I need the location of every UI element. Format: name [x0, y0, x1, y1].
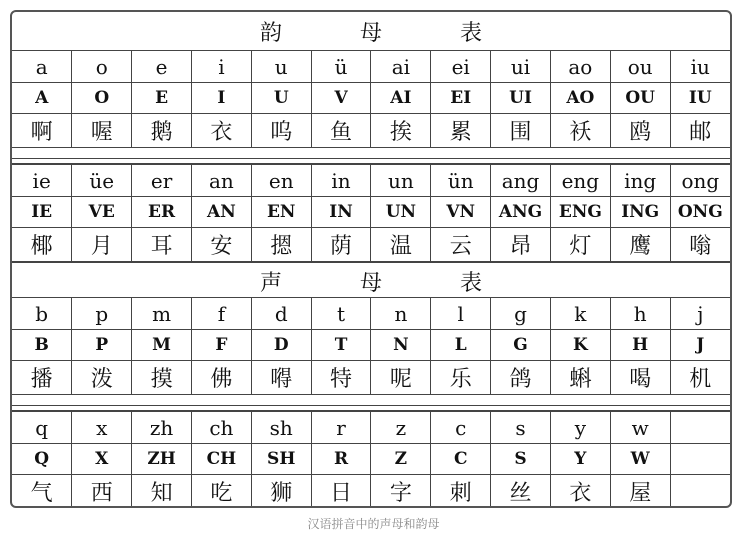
pinyin-lower-cell: eng — [550, 165, 610, 197]
pinyin-upper-cell: ENG — [550, 197, 610, 228]
pinyin-upper-cell: R — [311, 444, 371, 475]
pinyin-lower-cell: n — [371, 298, 431, 330]
example-char-cell: 西 — [72, 475, 132, 509]
example-char-cell: 日 — [311, 475, 371, 509]
pinyin-upper-cell: EN — [251, 197, 311, 228]
pinyin-lower-cell: y — [550, 412, 610, 444]
pinyin-lower-cell: h — [610, 298, 670, 330]
shengmu-row-upper — [12, 444, 730, 475]
shengmu-row-chars — [12, 475, 730, 509]
pinyin-lower-cell: r — [311, 412, 371, 444]
pinyin-lower-cell: ou — [610, 51, 670, 83]
pinyin-upper-cell: B — [12, 330, 72, 361]
pinyin-lower-cell: ong — [670, 165, 730, 197]
pinyin-upper-cell: L — [431, 330, 491, 361]
pinyin-lower-cell: o — [72, 51, 132, 83]
pinyin-lower-cell: ie — [12, 165, 72, 197]
example-char-cell: 衣 — [550, 475, 610, 509]
shengmu-title-char: 表 — [459, 270, 482, 296]
example-char-cell: 呜 — [251, 114, 311, 148]
example-char-cell: 知 — [132, 475, 192, 509]
example-char-cell: 摸 — [132, 361, 192, 395]
example-char-cell: 嘚 — [251, 361, 311, 395]
pinyin-upper-cell: X — [72, 444, 132, 475]
example-char-cell: 狮 — [251, 475, 311, 509]
example-char-cell: 月 — [72, 228, 132, 262]
pinyin-upper-cell: O — [72, 83, 132, 114]
example-char-cell: 字 — [371, 475, 431, 509]
pinyin-lower-cell: k — [550, 298, 610, 330]
example-char-cell: 屋 — [610, 475, 670, 509]
example-char-cell: 袄 — [550, 114, 610, 148]
yunmu-title-char: 表 — [459, 20, 482, 46]
pinyin-upper-cell: Y — [550, 444, 610, 475]
pinyin-upper-cell: SH — [251, 444, 311, 475]
pinyin-upper-cell: IN — [311, 197, 371, 228]
pinyin-upper-cell: G — [491, 330, 551, 361]
pinyin-lower-cell: ün — [431, 165, 491, 197]
pinyin-lower-cell: an — [191, 165, 251, 197]
example-char-cell: 佛 — [191, 361, 251, 395]
pinyin-upper-cell: J — [670, 330, 730, 361]
example-char-cell: 温 — [371, 228, 431, 262]
pinyin-lower-cell: f — [191, 298, 251, 330]
pinyin-lower-cell: en — [251, 165, 311, 197]
pinyin-lower-cell: b — [12, 298, 72, 330]
example-char-cell: 气 — [12, 475, 72, 509]
example-char-cell: 鹅 — [132, 114, 192, 148]
yunmu-title-char: 母 — [359, 20, 382, 46]
pinyin-upper-cell: ING — [610, 197, 670, 228]
example-char-cell: 呢 — [371, 361, 431, 395]
pinyin-lower-cell: d — [251, 298, 311, 330]
yunmu-row-chars — [12, 114, 730, 148]
shengmu-table-1 — [12, 297, 730, 395]
example-char-cell: 嗡 — [670, 228, 730, 262]
example-char-cell: 泼 — [72, 361, 132, 395]
image-caption: 汉语拼音中的声母和韵母 — [307, 517, 440, 531]
pinyin-lower-cell: iu — [670, 51, 730, 83]
pinyin-upper-cell: IE — [12, 197, 72, 228]
pinyin-lower-cell: i — [191, 51, 251, 83]
pinyin-lower-cell: c — [431, 412, 491, 444]
yunmu-row-upper — [12, 83, 730, 114]
pinyin-lower-cell: z — [371, 412, 431, 444]
pinyin-upper-cell: VE — [72, 197, 132, 228]
pinyin-upper-cell: IU — [670, 83, 730, 114]
pinyin-upper-cell: W — [610, 444, 670, 475]
pinyin-upper-cell: UN — [371, 197, 431, 228]
pinyin-lower-cell: m — [132, 298, 192, 330]
pinyin-lower-cell: j — [670, 298, 730, 330]
pinyin-upper-cell: VN — [431, 197, 491, 228]
example-char-cell: 鸽 — [491, 361, 551, 395]
pinyin-chart — [10, 10, 732, 508]
pinyin-lower-cell — [670, 412, 730, 444]
example-char-cell: 安 — [191, 228, 251, 262]
pinyin-lower-cell: un — [371, 165, 431, 197]
pinyin-upper-cell: P — [72, 330, 132, 361]
pinyin-lower-cell: t — [311, 298, 371, 330]
pinyin-upper-cell: ANG — [491, 197, 551, 228]
pinyin-lower-cell: ei — [431, 51, 491, 83]
example-char-cell: 喔 — [72, 114, 132, 148]
pinyin-lower-cell: ao — [550, 51, 610, 83]
pinyin-upper-cell: N — [371, 330, 431, 361]
example-char-cell: 特 — [311, 361, 371, 395]
pinyin-lower-cell: s — [491, 412, 551, 444]
example-char-cell: 鹰 — [610, 228, 670, 262]
pinyin-lower-cell: ang — [491, 165, 551, 197]
example-char-cell: 乐 — [431, 361, 491, 395]
example-char-cell: 鱼 — [311, 114, 371, 148]
pinyin-upper-cell: UI — [491, 83, 551, 114]
pinyin-lower-cell: g — [491, 298, 551, 330]
pinyin-upper-cell: AI — [371, 83, 431, 114]
example-char-cell: 播 — [12, 361, 72, 395]
example-char-cell: 耳 — [132, 228, 192, 262]
pinyin-lower-cell: ing — [610, 165, 670, 197]
shengmu-title-char: 母 — [359, 270, 382, 296]
example-char-cell: 喝 — [610, 361, 670, 395]
pinyin-upper-cell: ER — [132, 197, 192, 228]
shengmu-row-chars — [12, 361, 730, 395]
yunmu-row-chars — [12, 228, 730, 262]
pinyin-upper-cell: T — [311, 330, 371, 361]
pinyin-lower-cell: er — [132, 165, 192, 197]
pinyin-lower-cell: e — [132, 51, 192, 83]
example-char-cell: 荫 — [311, 228, 371, 262]
pinyin-lower-cell: w — [610, 412, 670, 444]
shengmu-row-upper — [12, 330, 730, 361]
pinyin-lower-cell: ü — [311, 51, 371, 83]
pinyin-upper-cell: U — [251, 83, 311, 114]
yunmu-row-lower — [12, 165, 730, 197]
pinyin-lower-cell: l — [431, 298, 491, 330]
example-char-cell: 挨 — [371, 114, 431, 148]
pinyin-lower-cell: ai — [371, 51, 431, 83]
example-char-cell: 鸥 — [610, 114, 670, 148]
example-char-cell: 啊 — [12, 114, 72, 148]
shengmu-title-char: 声 — [259, 270, 282, 296]
shengmu-table-2 — [12, 411, 730, 508]
pinyin-lower-cell: zh — [132, 412, 192, 444]
example-char-cell: 吃 — [191, 475, 251, 509]
pinyin-upper-cell: EI — [431, 83, 491, 114]
pinyin-upper-cell: H — [610, 330, 670, 361]
pinyin-upper-cell: K — [550, 330, 610, 361]
pinyin-lower-cell: in — [311, 165, 371, 197]
example-char-cell: 邮 — [670, 114, 730, 148]
shengmu-row-lower — [12, 412, 730, 444]
yunmu-row-lower — [12, 51, 730, 83]
pinyin-upper-cell: C — [431, 444, 491, 475]
pinyin-upper-cell: AO — [550, 83, 610, 114]
pinyin-upper-cell: Z — [371, 444, 431, 475]
pinyin-lower-cell: q — [12, 412, 72, 444]
pinyin-upper-cell: A — [12, 83, 72, 114]
example-char-cell: 累 — [431, 114, 491, 148]
yunmu-row-upper — [12, 197, 730, 228]
pinyin-lower-cell: p — [72, 298, 132, 330]
shengmu-row-lower — [12, 298, 730, 330]
pinyin-upper-cell: D — [251, 330, 311, 361]
pinyin-lower-cell: a — [12, 51, 72, 83]
yunmu-table-1 — [12, 50, 730, 148]
example-char-cell: 云 — [431, 228, 491, 262]
pinyin-upper-cell: I — [191, 83, 251, 114]
pinyin-lower-cell: ui — [491, 51, 551, 83]
example-char-cell: 蝌 — [550, 361, 610, 395]
example-char-cell: 机 — [670, 361, 730, 395]
example-char-cell: 衣 — [191, 114, 251, 148]
pinyin-upper-cell: ONG — [670, 197, 730, 228]
yunmu-table-2 — [12, 164, 730, 262]
pinyin-upper-cell: F — [191, 330, 251, 361]
pinyin-upper-cell — [670, 444, 730, 475]
pinyin-upper-cell: S — [491, 444, 551, 475]
pinyin-upper-cell: OU — [610, 83, 670, 114]
example-char-cell: 椰 — [12, 228, 72, 262]
pinyin-upper-cell: M — [132, 330, 192, 361]
pinyin-upper-cell: Q — [12, 444, 72, 475]
example-char-cell: 灯 — [550, 228, 610, 262]
pinyin-lower-cell: u — [251, 51, 311, 83]
example-char-cell: 昂 — [491, 228, 551, 262]
yunmu-title — [12, 12, 730, 50]
pinyin-upper-cell: CH — [191, 444, 251, 475]
example-char-cell: 围 — [491, 114, 551, 148]
example-char-cell: 摁 — [251, 228, 311, 262]
example-char-cell: 刺 — [431, 475, 491, 509]
pinyin-lower-cell: x — [72, 412, 132, 444]
pinyin-upper-cell: ZH — [132, 444, 192, 475]
yunmu-title-char: 韵 — [259, 20, 282, 46]
pinyin-lower-cell: sh — [251, 412, 311, 444]
pinyin-lower-cell: ch — [191, 412, 251, 444]
example-char-cell: 丝 — [491, 475, 551, 509]
pinyin-lower-cell: üe — [72, 165, 132, 197]
pinyin-upper-cell: V — [311, 83, 371, 114]
shengmu-title — [12, 262, 730, 299]
pinyin-upper-cell: AN — [191, 197, 251, 228]
example-char-cell — [670, 475, 730, 509]
pinyin-upper-cell: E — [132, 83, 192, 114]
